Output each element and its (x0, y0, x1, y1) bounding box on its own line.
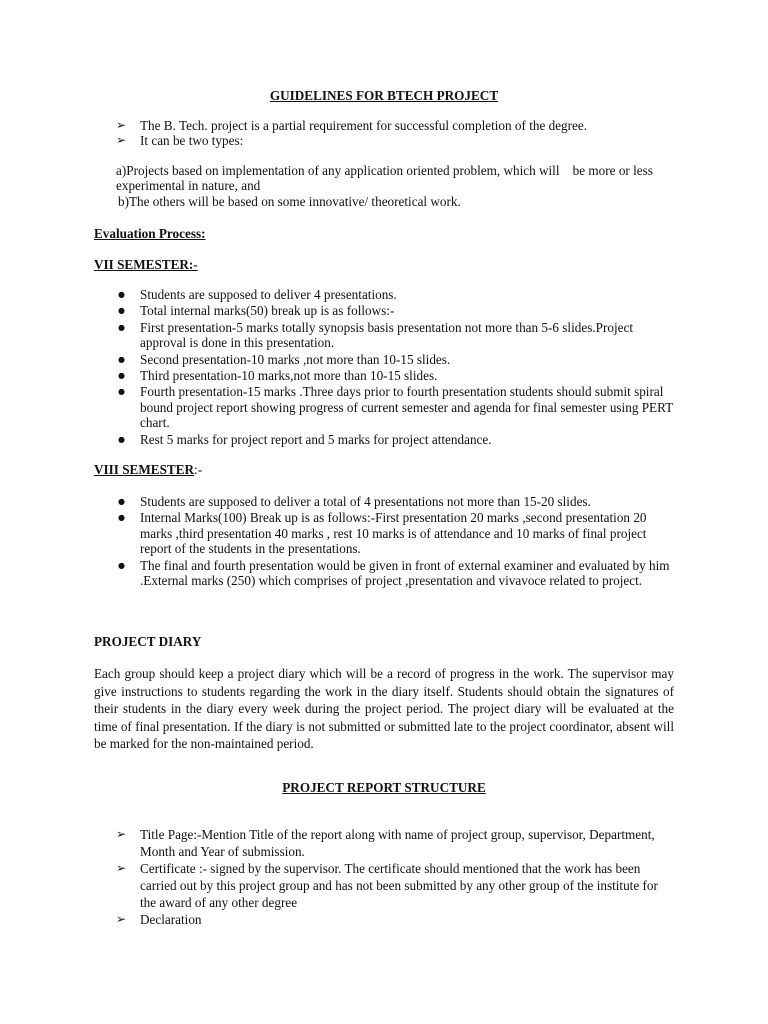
structure-list (116, 826, 676, 928)
diary-paragraph: Each group should keep a project diary which will be a record of progress in the work. The supervisor may give instructions to students regarding the work in the diary itself. Students should obtain the signatures of their students in the diary every week during the project period. The project diary will be evaluated at the time of final presentation. If the diary is not submitted or submitted late to the project coordinator, absent will be marked for the non-maintained period. (94, 666, 674, 752)
sem8-heading: VIII SEMESTER (94, 462, 195, 477)
project-type-b: b)The others will be based on some innovative/ theoretical work. (118, 194, 461, 209)
sem8-item: ● The final and fourth presentation would be given in front of external examiner and evaluated by him .External marks (250) which comprises of project ,presentation and vivavoce related to project. (116, 558, 676, 589)
intro-item: ➢ The B. Tech. project is a partial requirement for successful completion of the degree. (116, 118, 676, 133)
sem7-item: ● Total internal marks(50) break up is as follows:- (116, 303, 676, 318)
sem7-list (116, 287, 676, 448)
sem7-item: ● Rest 5 marks for project report and 5 marks for project attendance. (116, 432, 676, 447)
structure-item: ➢ Declaration (116, 911, 676, 928)
sem7-item: ● Students are supposed to deliver 4 presentations. (116, 287, 676, 302)
structure-item: ➢ Title Page:-Mention Title of the report along with name of project group, supervisor, Department, Month and Year of submission. (116, 826, 676, 860)
document-title: GUIDELINES FOR BTECH PROJECT (269, 88, 499, 103)
evaluation-heading: Evaluation Process: (94, 226, 206, 241)
sem7-item: ● Fourth presentation-15 marks .Three days prior to fourth presentation students should submit spiral bound project report showing progress of current semester and agenda for final semester using PERT chart. (116, 384, 676, 430)
intro-item: ➢ It can be two types: (116, 133, 676, 148)
sem7-heading: VII SEMESTER:- (94, 257, 198, 272)
sem8-list (116, 494, 676, 589)
sem7-item: ● Third presentation-10 marks,not more than 10-15 slides. (116, 368, 676, 383)
sem8-item: ● Students are supposed to deliver a total of 4 presentations not more than 15-20 slides. (116, 494, 676, 509)
sem8-heading-line (94, 462, 202, 477)
sem8-item: ● Internal Marks(100) Break up is as follows:-First presentation 20 marks ,second presentation 20 marks ,third presentation 40 marks , rest 10 marks is of attendance and 10 marks of final project report of the students in the presentations. (116, 510, 676, 556)
sem8-heading-suffix: :- (194, 462, 203, 477)
structure-item: ➢ Certificate :- signed by the supervisor. The certificate should mentioned that the work has been carried out by this project group and has not been submitted by any other group of the institute for the award of any other degree (116, 860, 676, 911)
project-type-a: a)Projects based on implementation of any application oriented problem, which will be more or less experimental in nature, and (116, 163, 657, 194)
sem7-item: ● Second presentation-10 marks ,not more than 10-15 slides. (116, 352, 676, 367)
diary-heading: PROJECT DIARY (94, 634, 202, 649)
sem7-item: ● First presentation-5 marks totally synopsis basis presentation not more than 5-6 slides.Project approval is done in this presentation. (116, 320, 676, 351)
intro-list (116, 118, 676, 149)
structure-heading: PROJECT REPORT STRUCTURE (282, 780, 486, 795)
